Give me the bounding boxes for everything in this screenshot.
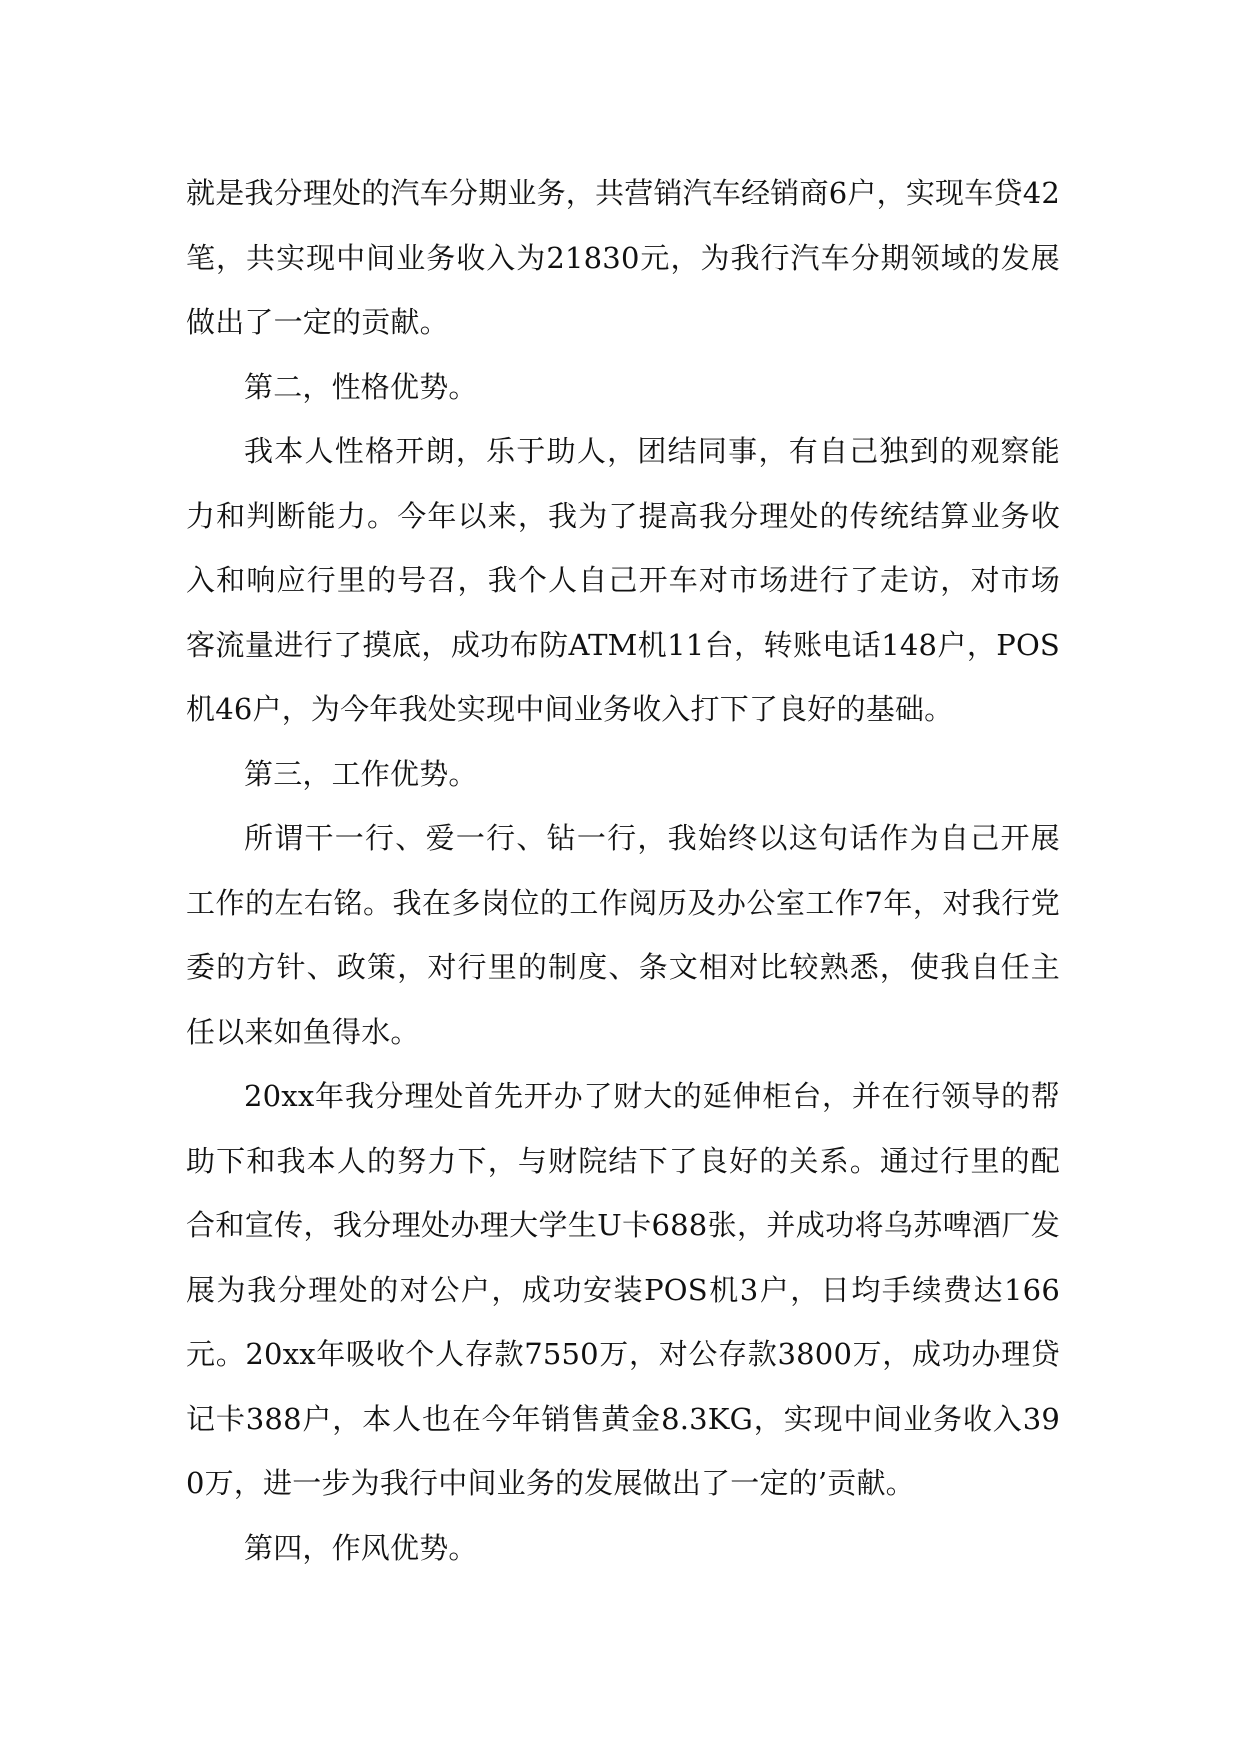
- heading-style-advantage: 第四，作风优势。: [244, 1530, 478, 1565]
- heading-work-advantage: 第三，工作优势。: [244, 756, 478, 791]
- paragraph-work: 所谓干一行、爱一行、钻一行，我始终以这句话作为自己开展工作的左右铭。我在多岗位的工作阅历及办公室工作7年，对我行党委的方针、政策，对行里的制度、条文相对比较熟悉，使我自任主任以来如鱼得水。: [186, 821, 1060, 1049]
- heading-personality-advantage: 第二，性格优势。: [244, 369, 478, 404]
- document-body: [186, 161, 1060, 1580]
- paragraph-achievements: 20xx年我分理处首先开办了财大的延伸柜台，并在行领导的帮助下和我本人的努力下，与财院结下了良好的关系。通过行里的配合和宣传，我分理处办理大学生U卡688张，并成功将乌苏啤酒厂发展为我分理处的对公户，成功安装POS机3户，日均手续费达166元。20xx年吸收个人存款7550万，对公存款3800万，成功办理贷记卡388户，本人也在今年销售黄金8.3KG，实现中间业务收入390万，进一步为我行中间业务的发展做出了一定的’贡献。: [186, 1079, 1060, 1500]
- paragraph-car-loan-business: 就是我分理处的汽车分期业务，共营销汽车经销商6户，实现车贷42笔，共实现中间业务收入为21830元，为我行汽车分期领域的发展做出了一定的贡献。: [186, 176, 1060, 339]
- paragraph-personality: 我本人性格开朗，乐于助人，团结同事，有自己独到的观察能力和判断能力。今年以来，我为了提高我分理处的传统结算业务收入和响应行里的号召，我个人自己开车对市场进行了走访，对市场客流量进行了摸底，成功布防ATM机11台，转账电话148户，POS机46户，为今年我处实现中间业务收入打下了良好的基础。: [186, 434, 1060, 726]
